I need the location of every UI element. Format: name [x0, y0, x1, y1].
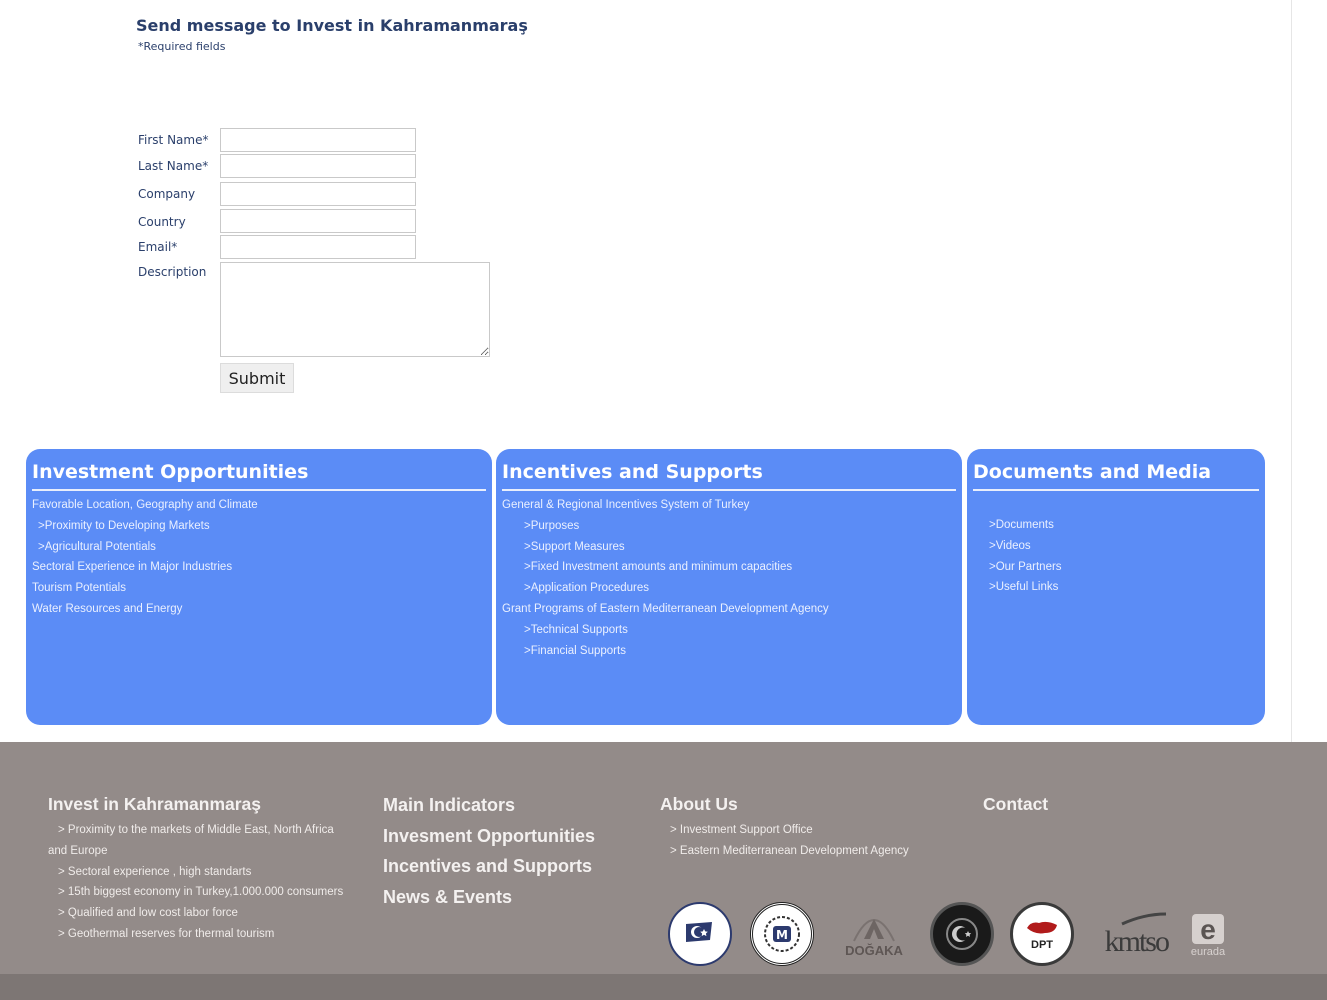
investment-opportunities-list — [32, 495, 486, 620]
list-item[interactable]: >Documents — [989, 519, 1054, 531]
list-item[interactable]: >Fixed Investment amounts and minimum capacities — [524, 561, 793, 574]
list-item[interactable]: >Application Procedures — [524, 582, 649, 595]
list-item: > Geothermal reserves for thermal tourism — [58, 927, 275, 940]
description-label: Description — [138, 265, 207, 279]
first-name-input[interactable] — [220, 128, 416, 152]
list-item: > Sectoral experience , high standarts — [58, 865, 252, 878]
incentives-supports-list — [502, 495, 956, 661]
list-item[interactable]: General & Regional Incentives System of Turkey — [502, 499, 750, 511]
required-fields-note: *Required fields — [138, 40, 226, 53]
divider — [32, 489, 486, 491]
country-input[interactable] — [220, 209, 416, 233]
governorship-logo[interactable] — [750, 902, 814, 966]
turkey-map-icon — [1025, 918, 1059, 938]
incentives-supports-box — [496, 449, 962, 725]
eurada-mark-icon — [1188, 912, 1228, 946]
incentives-supports-title[interactable]: Incentives and Supports — [502, 461, 763, 483]
list-item[interactable]: >Proximity to Developing Markets — [38, 519, 210, 532]
footer-invest-title[interactable]: Invest in Kahramanmaraş — [48, 794, 262, 814]
dogaka-logo-text: DOĞAKA — [845, 942, 903, 958]
footer-bottom-bar — [0, 974, 1327, 1000]
list-item[interactable]: > Investment Support Office — [670, 824, 813, 836]
eurada-logo[interactable] — [1180, 904, 1236, 966]
swoosh-icon — [1120, 912, 1168, 926]
list-item[interactable]: >Agricultural Potentials — [38, 540, 156, 553]
list-item: > 15th biggest economy in Turkey,1.000.000 consumers — [58, 886, 344, 899]
dpt-logo[interactable] — [1010, 902, 1074, 966]
email-label: Email* — [138, 240, 178, 254]
investment-opportunities-box — [26, 449, 492, 725]
mountain-icon — [850, 905, 898, 945]
last-name-input[interactable] — [220, 154, 416, 178]
development-ministry-logo[interactable] — [930, 902, 994, 966]
list-item[interactable]: Tourism Potentials — [32, 582, 126, 595]
svg-text:M: M — [776, 928, 788, 942]
email-input[interactable] — [220, 235, 416, 259]
dpt-logo-text: DPT — [1031, 938, 1053, 951]
footer-link-news-events[interactable]: News & Events — [383, 886, 513, 907]
list-item[interactable]: Water Resources and Energy — [32, 602, 183, 615]
description-textarea[interactable] — [220, 262, 490, 357]
list-item[interactable]: >Support Measures — [524, 540, 625, 553]
company-input[interactable] — [220, 182, 416, 206]
footer-about-list — [670, 820, 909, 862]
emblem-icon — [761, 913, 803, 955]
kahramanmaras-municipality-logo[interactable] — [668, 902, 732, 966]
footer-contact-title[interactable]: Contact — [983, 794, 1049, 814]
crescent-star-icon — [942, 914, 982, 954]
footer-about-title[interactable]: About Us — [660, 794, 738, 814]
kmtso-logo-text: kmtso — [1104, 925, 1168, 958]
kmtso-logo[interactable] — [1088, 904, 1168, 966]
list-item: and Europe — [48, 844, 108, 857]
last-name-label: Last Name* — [138, 159, 209, 173]
footer-invest-list — [48, 820, 368, 945]
list-item[interactable]: >Our Partners — [989, 560, 1062, 573]
eurada-logo-text: eurada — [1190, 946, 1226, 958]
country-label: Country — [138, 215, 186, 229]
list-item[interactable]: Sectoral Experience in Major Industries — [32, 561, 233, 574]
form-title: Send message to Invest in Kahramanmaraş — [136, 16, 528, 35]
documents-media-list — [973, 515, 1259, 598]
company-label: Company — [138, 187, 196, 201]
footer — [0, 742, 1327, 974]
submit-button[interactable]: Submit — [220, 363, 294, 393]
list-item: > Qualified and low cost labor force — [58, 907, 238, 920]
footer-link-main-indicators[interactable]: Main Indicators — [383, 795, 516, 815]
dogaka-logo[interactable] — [834, 898, 914, 964]
list-item: > Proximity to the markets of Middle East, North Africa — [58, 824, 334, 836]
list-item[interactable]: >Purposes — [524, 519, 580, 532]
footer-main-links — [383, 790, 595, 912]
footer-link-incentives-supports[interactable]: Incentives and Supports — [383, 856, 593, 876]
list-item[interactable]: >Useful Links — [989, 581, 1059, 594]
list-item[interactable]: Favorable Location, Geography and Climate — [32, 499, 258, 511]
investment-opportunities-title[interactable]: Investment Opportunities — [32, 461, 309, 483]
list-item[interactable]: Grant Programs of Eastern Mediterranean Development Agency — [502, 602, 829, 615]
list-item[interactable]: >Financial Supports — [524, 644, 626, 657]
footer-link-investment-opportunities[interactable]: Invesment Opportunities — [383, 825, 596, 846]
list-item[interactable]: >Technical Supports — [524, 623, 628, 636]
documents-media-title[interactable]: Documents and Media — [973, 461, 1212, 483]
list-item[interactable]: >Videos — [989, 539, 1031, 552]
documents-media-box — [967, 449, 1265, 725]
svg-text:e: e — [1200, 914, 1216, 945]
list-item[interactable]: > Eastern Mediterranean Development Agency — [670, 844, 909, 857]
first-name-label: First Name* — [138, 133, 209, 147]
divider — [973, 489, 1259, 491]
divider — [502, 489, 956, 491]
flag-icon — [680, 914, 720, 954]
